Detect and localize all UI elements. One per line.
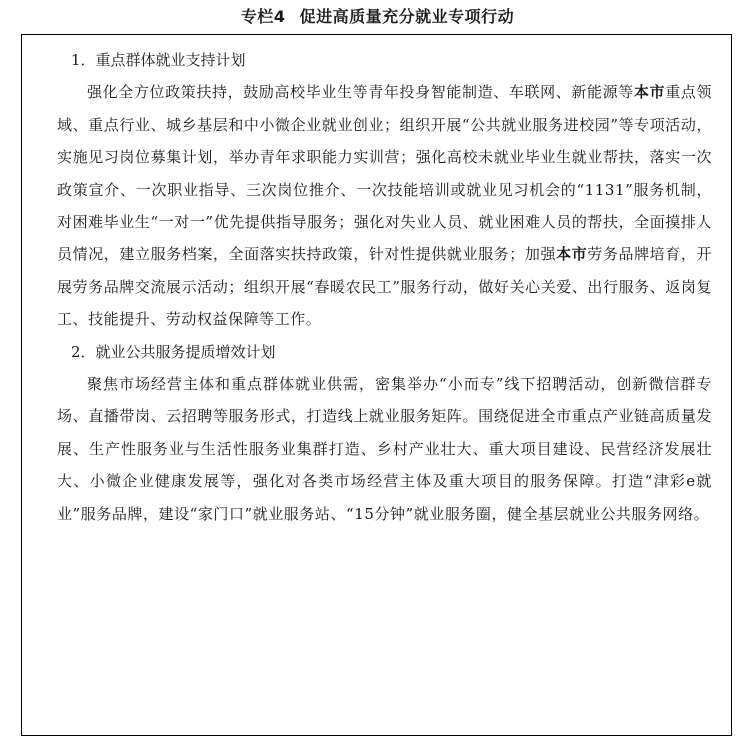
section-1-text-part-2: 重点领域、重点行业、城乡基层和中小微企业就业创业；组织开展“公共就业服务进校园”等专项活动，实施见习岗位募集计划，举办青年求职能力实训营；强化高校未就业毕业生就业帮扶，落实一次政策宣介、一次职业指导、三次岗位推介、一次技能培训或就业见习机会的“1131”服务机制，对困难毕业生“一对一”优先提供指导服务；强化对失业人员、就业困难人员的帮扶，全面摸排人员情况，建立服务档案，全面落实扶持政策，针对性提供就业服务；加强: [57, 83, 712, 264]
section-1-paragraph: [57, 76, 712, 335]
section-1-bold-2: 本市: [556, 245, 588, 264]
section-2-paragraph: 聚焦市场经营主体和重点群体就业供需，密集举办“小而专”线下招聘活动，创新微信群专场、直播带岗、云招聘等服务形式，打造线上就业服务矩阵。围绕促进全市重点产业链高质量发展、生产性服务业与生活性服务业集群打造、乡村产业壮大、重大项目建设、民营经济发展壮大、小微企业健康发展等，强化对各类市场经营主体及重大项目的服务保障。打造“津彩e就业”服务品牌，建设“家门口”就业服务站、“15分钟”就业服务圈，健全基层就业公共服务网络。: [57, 375, 712, 523]
section-1-heading: 1．重点群体就业支持计划: [71, 51, 246, 69]
section-1-bold-1: 本市: [633, 83, 666, 102]
column-title: [0, 6, 755, 28]
column-title-text: 促进高质量充分就业专项行动: [299, 7, 515, 26]
section-1-text-part-3: 劳务品牌培育，开展劳务品牌交流展示活动；组织开展“春暖农民工”服务行动，做好关心关爱、出行服务、返岗复工、技能提升、劳动权益保障等工作。: [57, 245, 713, 329]
column-box: [21, 34, 732, 736]
column-content: [57, 44, 712, 530]
section-1-text-part-1: 强化全方位政策扶持，鼓励高校毕业生等青年投身智能制造、车联网、新能源等: [87, 83, 634, 102]
column-label: 专栏4: [240, 7, 286, 26]
section-2-heading: 2．就业公共服务提质增效计划: [71, 342, 276, 361]
